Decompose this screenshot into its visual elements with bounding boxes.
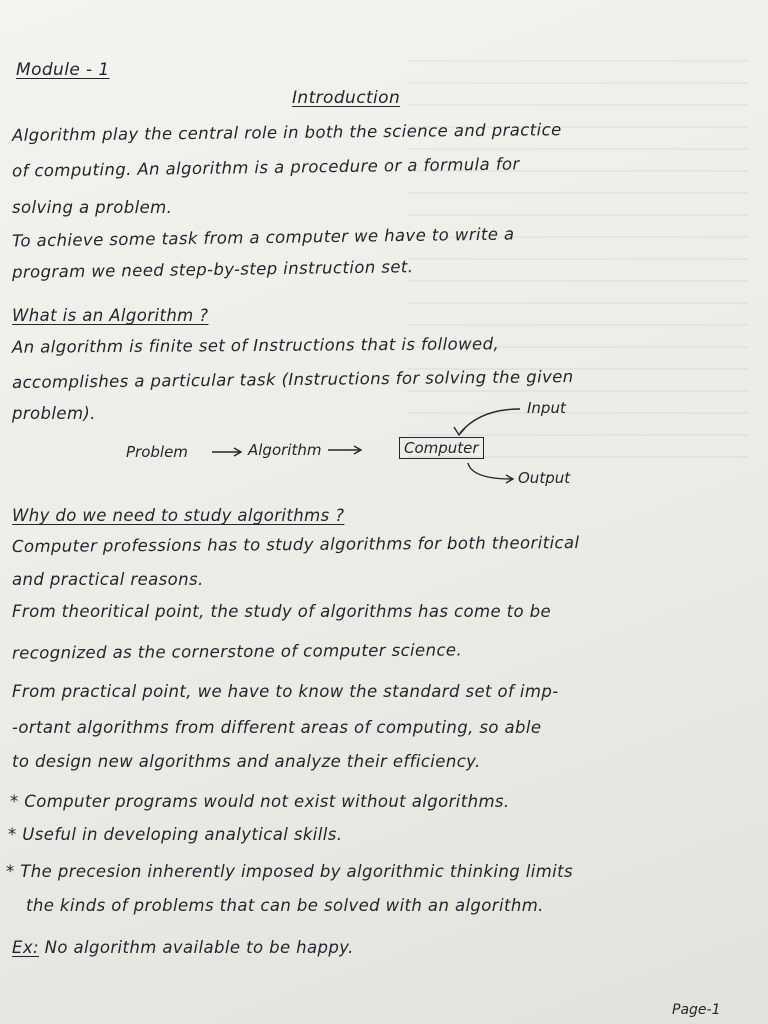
why-line-2: and practical reasons.	[12, 570, 204, 589]
why-line-6: -ortant algorithms from different areas of computing, so able	[12, 718, 542, 737]
what-heading: What is an Algorithm ?	[12, 306, 209, 325]
intro-line-4: To achieve some task from a computer we have to write a	[11, 224, 515, 251]
why-line-3: From theoritical point, the study of algorithms has come to be	[12, 602, 552, 621]
why-line-4: recognized as the cornerstone of computer science.	[11, 640, 463, 663]
algorithm-flow-diagram	[120, 395, 620, 495]
bullet-1: * Computer programs would not exist without algorithms.	[10, 792, 510, 811]
example-label: Ex:	[12, 938, 39, 957]
intro-line-3: solving a problem.	[12, 198, 173, 217]
why-line-5: From practical point, we have to know the standard set of imp-	[12, 682, 559, 701]
intro-line-1: Algorithm play the central role in both the science and practice	[11, 120, 562, 145]
what-line-3: problem).	[12, 404, 96, 423]
bullet-2: * Useful in developing analytical skills.	[8, 825, 343, 844]
intro-line-5: program we need step-by-step instruction set.	[11, 257, 414, 282]
page-number: Page-1	[672, 1002, 721, 1018]
arrow-output	[468, 463, 512, 479]
why-heading: Why do we need to study algorithms ?	[12, 506, 345, 525]
what-line-2: accomplishes a particular task (Instructions for solving the given	[11, 367, 574, 392]
why-line-1: Computer professions has to study algorithms for both theoritical	[11, 533, 580, 556]
page-title: Introduction	[292, 88, 401, 108]
arrow-head-input	[454, 427, 465, 435]
bullet-3-continuation: the kinds of problems that can be solved with an algorithm.	[26, 896, 544, 915]
intro-line-2: of computing. An algorithm is a procedure or a formula for	[11, 154, 520, 181]
diagram-problem: Problem	[126, 443, 188, 461]
diagram-output: Output	[518, 469, 571, 487]
why-line-7: to design new algorithms and analyze their efficiency.	[12, 752, 481, 771]
what-line-1: An algorithm is finite set of Instructions that is followed,	[11, 334, 500, 357]
example	[12, 938, 354, 957]
module-heading: Module - 1	[16, 60, 110, 80]
arrow-input	[460, 409, 520, 433]
bullet-3: * The precesion inherently imposed by algorithmic thinking limits	[6, 862, 574, 881]
diagram-computer-box: Computer	[399, 437, 484, 459]
diagram-algorithm: Algorithm	[248, 441, 322, 459]
diagram-input: Input	[527, 399, 566, 417]
example-text: No algorithm available to be happy.	[44, 938, 354, 957]
